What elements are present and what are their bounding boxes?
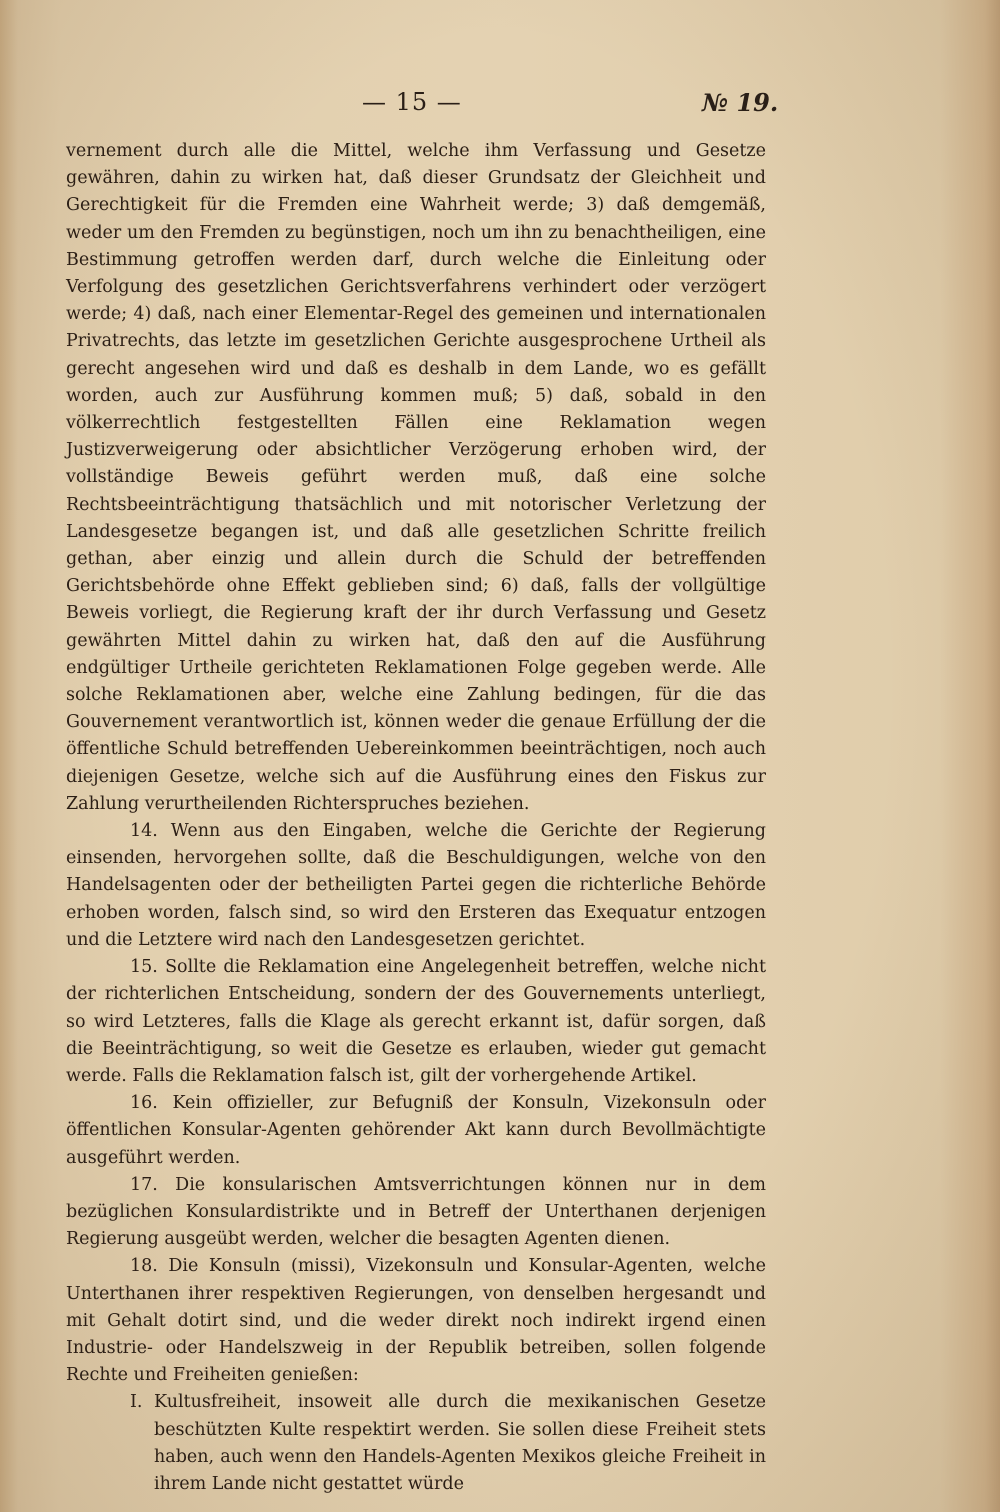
enumeration-item-i — [130, 1389, 766, 1498]
article-17: 17. Die konsularischen Amtsverrichtungen können nur in dem bezüglichen Konsulardistrikte und in Betreff der Unterthanen derjenigen Regierung ausgeübt werden, welcher die besagten Agenten dienen. — [66, 1174, 766, 1250]
body-text — [66, 138, 766, 1498]
enumeration-number: I. — [130, 1392, 143, 1413]
page-number: — 15 — — [362, 88, 462, 116]
article-18: 18. Die Konsuln (missi), Vizekonsuln und Konsular-Agenten, welche Unterthanen ihrer respektiven Regierungen, von denselben hergesandt und mit Gehalt dotirt sind, und die weder direkt noch indirekt irgend einen Industrie- oder Handelszweig in der Republik betreiben, sollen folgende Rechte und Freiheiten genießen: — [66, 1256, 766, 1386]
page-header — [0, 88, 1000, 124]
paragraph-continuation: vernement durch alle die Mittel, welche ihm Verfassung und Gesetze gewähren, dahin zu wirken hat, daß dieser Grundsatz der Gleichheit und Gerechtigkeit für die Fremden eine Wahrheit werde; 3) daß demgemäß, weder um den Fremden zu begünstigen, noch um ihn zu benachtheiligen, eine Bestimmung getroffen werden darf, durch welche die Einleitung oder Verfolgung des gesetzlichen Gerichtsverfahrens verhindert oder verzögert werde; 4) daß, nach einer Elementar-Regel des gemeinen und internationalen Privatrechts, das letzte im gesetzlichen Gerichte ausgesprochene Urtheil als gerecht angesehen wird und daß es deshalb in dem Lande, wo es gefällt worden, auch zur Ausführung kommen muß; 5) daß, sobald in den völkerrechtlich festgestellten Fällen eine Reklamation wegen Justizverweigerung oder absichtlicher Verzögerung erhoben wird, der vollständige Beweis geführt werden muß, daß eine solche Rechtsbeeinträchtigung thatsächlich und mit notorischer Verletzung der Landesgesetze begangen ist, und daß alle gesetzlichen Schritte freilich gethan, aber einzig und allein durch die Schuld der betreffenden Gerichtsbehörde ohne Effekt geblieben sind; 6) daß, falls der vollgültige Beweis vorliegt, die Regierung kraft der ihr durch Verfassung und Gesetz gewährten Mittel dahin zu wirken hat, daß den auf die Ausführung endgültiger Urtheile gerichteten Reklamationen Folge gegeben werde. Alle solche Reklamationen aber, welche eine Zahlung bedingen, für die das Gouvernement verantwortlich ist, können weder die genaue Erfüllung der die öffentliche Schuld betreffenden Uebereinkommen beeinträchtigen, noch auch diejenigen Gesetze, welche sich auf die Ausführung eines den Fiskus zur Zahlung verurtheilenden Richterspruches beziehen. — [66, 141, 766, 814]
enumeration-text: Kultusfreiheit, insoweit alle durch die mexikanischen Gesetze beschützten Kulte respektirt werden. Sie sollen diese Freiheit stets haben, auch wenn den Handels-Agenten Mexikos gleiche Freiheit in ihrem Lande nicht gestattet würde — [154, 1392, 766, 1494]
article-14: 14. Wenn aus den Eingaben, welche die Gerichte der Regierung einsenden, hervorgehen sollte, daß die Beschuldigungen, welche von den Handelsagenten oder der betheiligten Partei gegen die richterliche Behörde erhoben worden, falsch sind, so wird den Ersteren das Exequatur entzogen und die Letztere wird nach den Landesgesetzen gerichtet. — [66, 821, 766, 950]
document-number: № 19. — [702, 88, 779, 117]
article-15: 15. Sollte die Reklamation eine Angelegenheit betreffen, welche nicht der richterlichen Entscheidung, sondern der des Gouvernements unterliegt, so wird Letzteres, falls die Klage als gerecht erkannt ist, dafür sorgen, daß die Beeinträchtigung, so weit die Gesetze es erlauben, wieder gut gemacht werde. Falls die Reklamation falsch ist, gilt der vorhergehende Artikel. — [66, 957, 766, 1086]
article-16: 16. Kein offizieller, zur Befugniß der Konsuln, Vizekonsuln oder öffentlichen Konsular-Agenten gehörender Akt kann durch Bevollmächtigte ausgeführt werden. — [66, 1093, 766, 1168]
